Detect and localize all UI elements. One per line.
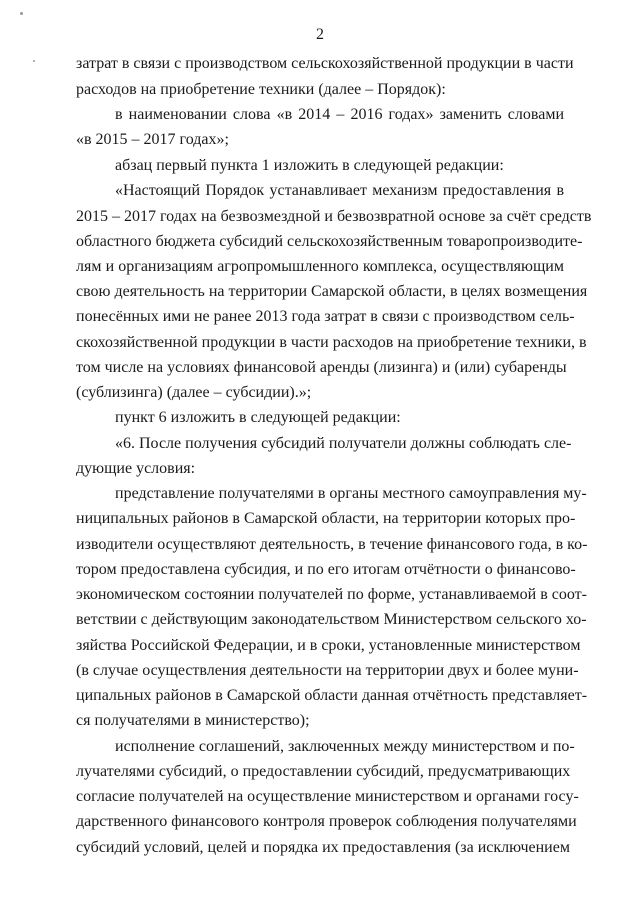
text-line: экономическом состоянии получателей по форме, устанавливаемой в соот-: [76, 586, 587, 603]
text-line: изводители осуществляют деятельность, в течение финансового года, в ко-: [76, 536, 588, 553]
text-line: представление получателями в органы местного самоуправления му-: [115, 485, 587, 502]
text-line: «6. После получения субсидий получатели должны соблюдать сле-: [115, 435, 572, 452]
text-line: понесённых ими не ранее 2013 года затрат в связи с производством сель-: [76, 308, 575, 325]
text-line: ветствии с действующим законодательством Министерством сельского хо-: [76, 611, 587, 628]
text-line: дующие условия:: [76, 460, 196, 477]
text-line: «в 2015 – 2017 годах»;: [76, 131, 229, 148]
text-line: свою деятельность на территории Самарской области, в целях возмещения: [76, 283, 588, 300]
text-line: областного бюджета субсидий сельскохозяйственным товаропроизводите-: [76, 233, 583, 250]
text-line: ципальных районов в Самарской области данная отчётность представляет-: [76, 687, 588, 704]
scan-speck: [33, 60, 35, 62]
text-line: согласие получателей на осуществление министерством и органами госу-: [76, 788, 579, 805]
page-number: 2: [316, 26, 324, 43]
text-line: абзац первый пункта 1 изложить в следующей редакции:: [115, 157, 504, 174]
text-line: дарственного финансового контроля проверок соблюдения получателями: [76, 813, 577, 830]
text-line: затрат в связи с производством сельскохозяйственной продукции в части: [76, 55, 574, 72]
text-line: лучателями субсидий, о предоставлении субсидий, предусматривающих: [76, 763, 571, 780]
text-line: (в случае осуществления деятельности на территории двух и более муни-: [76, 662, 579, 679]
text-line: ся получателями в министерство);: [76, 712, 310, 729]
text-line: том числе на условиях финансовой аренды (лизинга) и (или) субаренды: [76, 359, 567, 376]
text-line: (сублизинга) (далее – субсидии).»;: [76, 384, 312, 401]
text-line: лям и организациям агропромышленного комплекса, осуществляющим: [76, 258, 564, 275]
text-line: «Настоящий Порядок устанавливает механизм предоставления в: [115, 182, 564, 199]
text-line: исполнение соглашений, заключенных между министерством и по-: [115, 738, 575, 755]
text-line: 2015 – 2017 годах на безвозмездной и безвозвратной основе за счёт средств: [76, 208, 592, 225]
text-line: пункт 6 изложить в следующей редакции:: [115, 409, 401, 426]
text-line: скохозяйственной продукции в части расходов на приобретение техники, в: [76, 334, 587, 351]
text-line: субсидий условий, целей и порядка их предоставления (за исключением: [76, 839, 570, 856]
scan-speck: [20, 12, 23, 15]
text-line: ниципальных районов в Самарской области, на территории которых про-: [76, 510, 576, 527]
text-line: в наименовании слова «в 2014 – 2016 годах» заменить словами: [115, 106, 564, 123]
text-line: расходов на приобретение техники (далее – Порядок):: [76, 81, 446, 98]
text-line: зяйства Российской Федерации, и в сроки, установленные министерством: [76, 637, 581, 654]
text-line: тором предоставлена субсидия, и по его итогам отчётности о финансово-: [76, 561, 576, 578]
